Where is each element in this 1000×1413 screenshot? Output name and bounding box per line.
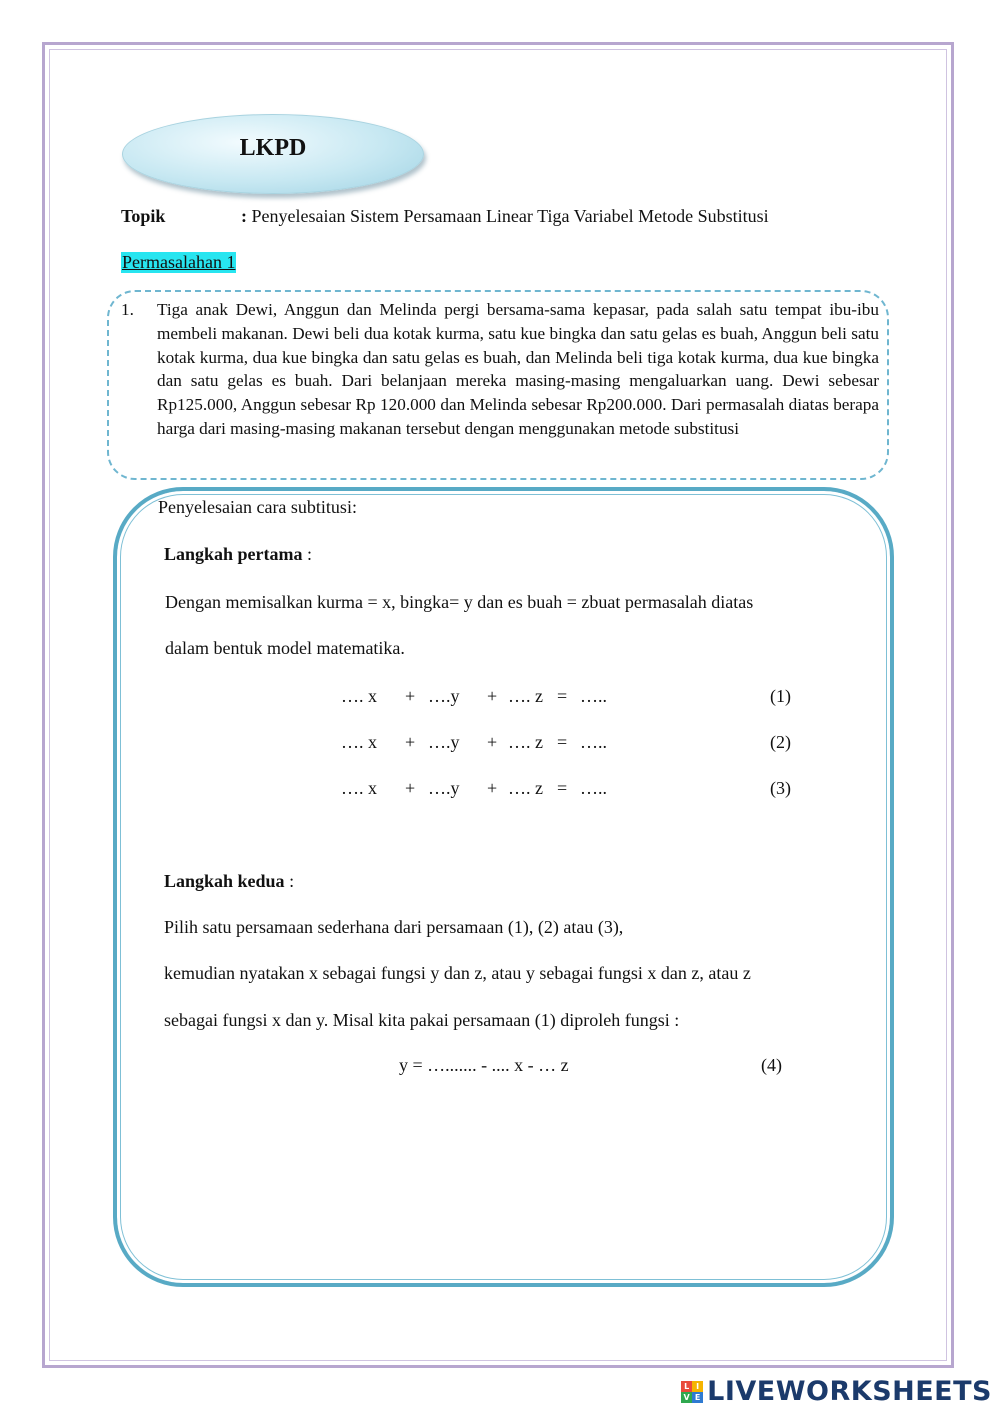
eq1-z[interactable]: …. z [508,686,543,706]
logo-letter-i: I [692,1381,703,1392]
problem-number: 1. [121,300,134,319]
step2-line3: sebagai fungsi x dan y. Misal kita pakai persamaan (1) diproleh fungsi : [164,1010,680,1030]
eq2-z[interactable]: …. z [508,732,543,752]
step2-heading [164,871,294,892]
solution-intro: Penyelesaian cara subtitusi: [158,497,357,517]
step1-title: Langkah pertama [164,544,303,564]
problem-heading: Permasalahan 1 [122,252,236,272]
eq1-y[interactable]: ….y [428,686,460,706]
eq2-label: (2) [770,732,791,752]
step2-title: Langkah kedua [164,871,285,891]
step2-line2: kemudian nyatakan x sebagai fungsi y dan z, atau y sebagai fungsi x dan z, atau z [164,963,751,983]
eq2-y[interactable]: ….y [428,732,460,752]
eq1-plus2: + [487,686,498,706]
logo-letter-e: E [692,1392,703,1403]
eq3-plus1: + [405,778,416,798]
eq3-x[interactable]: …. x [341,778,377,798]
eq4-label: (4) [761,1055,782,1075]
step2-line1: Pilih satu persamaan sederhana dari persamaan (1), (2) atau (3), [164,917,624,937]
topic-label: Topik [121,206,166,226]
eq1-x[interactable]: …. x [341,686,377,706]
eq2-x[interactable]: …. x [341,732,377,752]
lkpd-badge [122,114,424,194]
step1-suffix: : [302,544,313,564]
badge-title: LKPD [239,134,307,161]
problem-text: Tiga anak Dewi, Anggun dan Melinda pergi bersama-sama kepasar, pada salah satu tempat ibu-ibu membeli makanan. Dewi beli dua kotak kurma, satu kue bingka dan satu gelas es buah, Anggun beli satu kotak kurma, dua kue bingka dan satu gelas es buah, dan Melinda beli tiga kotak kurma, dua kue bingka dan satu gelas es buah. Dari belanjaan mereka masing-masing mengaluarkan uang. Dewi sebesar Rp125.000, Anggun sebesar Rp 120.000 dan Melinda sebesar Rp200.000. Dari permasalah diatas berapa harga dari masing-masing makanan tersebut dengan menggunakan metode substitusi [157,300,879,438]
step1-heading [164,544,312,565]
eq3-z[interactable]: …. z [508,778,543,798]
eq3-label: (3) [770,778,791,798]
eq3-equals: = [557,778,568,798]
eq1-label: (1) [770,686,791,706]
liveworksheets-icon [681,1381,703,1403]
eq2-plus2: + [487,732,498,752]
eq3-rhs[interactable]: ….. [580,778,607,798]
eq2-rhs[interactable]: ….. [580,732,607,752]
topic-colon: : [241,206,247,226]
eq1-equals: = [557,686,568,706]
eq2-equals: = [557,732,568,752]
step1-line2: dalam bentuk model matematika. [165,638,405,658]
eq1-plus1: + [405,686,416,706]
eq3-y[interactable]: ….y [428,778,460,798]
logo-letter-l: L [681,1381,692,1392]
eq2-plus1: + [405,732,416,752]
eq1-rhs[interactable]: ….. [580,686,607,706]
logo-letter-v: V [681,1392,692,1403]
step2-suffix: : [284,871,295,891]
step1-line1: Dengan memisalkan kurma = x, bingka= y dan es buah = zbuat permasalah diatas [165,592,754,612]
liveworksheets-brand: LIVEWORKSHEETS [707,1376,992,1407]
topic-line [121,206,769,227]
topic-value: Penyelesaian Sistem Persamaan Linear Tiga Variabel Metode Substitusi [251,206,769,226]
liveworksheets-logo [681,1376,992,1407]
eq4-expression[interactable]: y = …....... - .... x - … z [399,1055,569,1075]
eq3-plus2: + [487,778,498,798]
problem-text-block [121,298,879,441]
